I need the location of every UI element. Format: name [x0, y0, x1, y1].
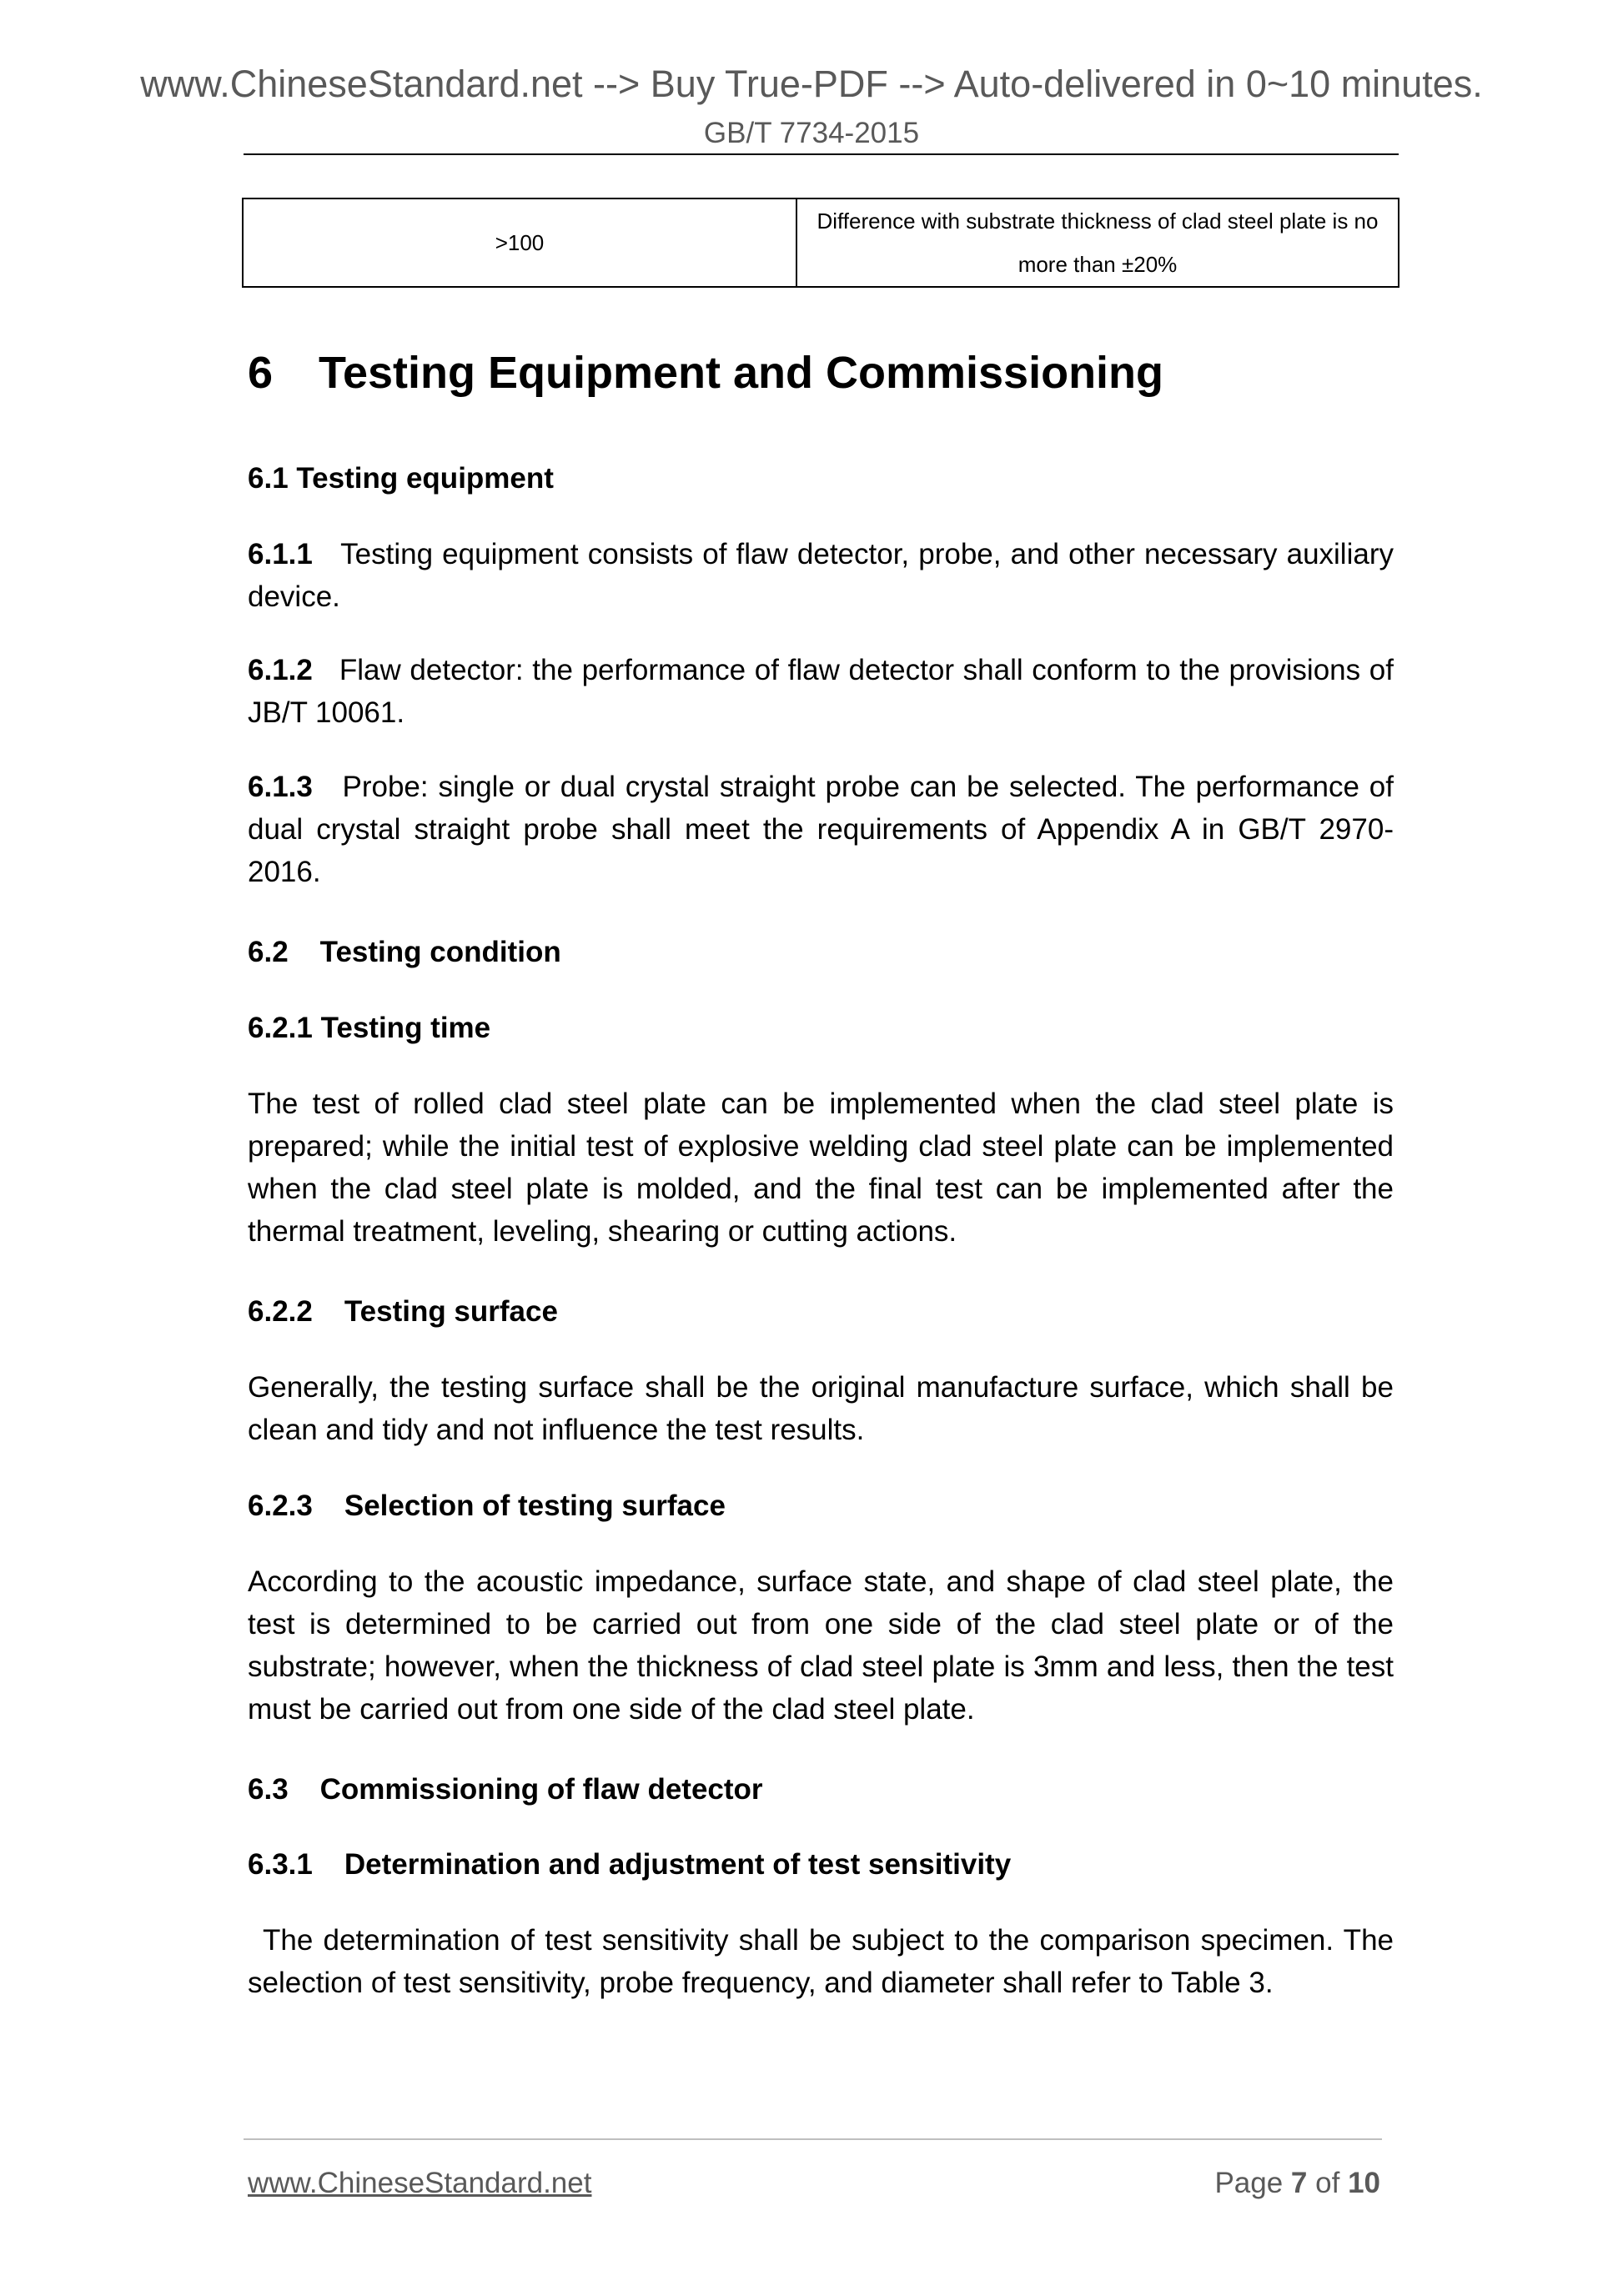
heading-number: 6.3.1 [248, 1848, 313, 1881]
heading-number: 6.3 [248, 1773, 289, 1806]
site-banner: www.ChineseStandard.net --> Buy True-PDF --> Auto-delivered in 0~10 minutes. [140, 63, 1483, 105]
paragraph-6-2-3: According to the acoustic impedance, surface state, and shape of clad steel plate, the test is determined to be carried out from one side of the clad steel plate or of the substrate; however, when the thickness of clad steel plate is 3mm and less, then the test must be carried out from one side of the clad steel plate. [248, 1565, 1394, 1726]
table-row [243, 198, 1399, 287]
heading-title: Commissioning of flaw detector [319, 1773, 763, 1806]
footer-site-link[interactable]: www.ChineseStandard.net [248, 2167, 592, 2199]
heading-title: Testing time [320, 1012, 491, 1044]
paragraph-6-1-1 [248, 533, 1394, 618]
paragraph-6-3-1: The determination of test sensitivity shall be subject to the comparison specimen. The selection of test sensitivity, probe frequency, and diameter shall refer to Table 3. [248, 1924, 1394, 1999]
clause-number: 6.1.3 [248, 771, 313, 803]
heading-title: Determination and adjustment of test sensitivity [344, 1848, 1012, 1881]
heading-6-2-2 [248, 1297, 558, 1326]
heading-title: Testing surface [344, 1295, 558, 1328]
heading-number: 6.2.1 [248, 1012, 313, 1044]
paragraph-6-1-2 [248, 649, 1394, 734]
heading-number: 6.1 [248, 462, 289, 495]
heading-6-3 [248, 1775, 763, 1804]
heading-6-1 [248, 464, 554, 493]
heading-6-2-3 [248, 1491, 726, 1520]
heading-6-3-1 [248, 1850, 1011, 1879]
clause-text: Probe: single or dual crystal straight probe can be selected. The performance of dual crystal straight probe shall meet the requirements of Appendix A in GB/T 2970-2016. [248, 771, 1394, 888]
heading-title: Testing condition [319, 936, 561, 968]
page-current: 7 [1290, 2167, 1308, 2199]
heading-number: 6.2 [248, 936, 289, 968]
table-cell-requirement: Difference with substrate thickness of clad steel plate is no more than ±20% [796, 198, 1399, 287]
heading-title: Selection of testing surface [344, 1490, 726, 1522]
page-total: 10 [1348, 2167, 1380, 2199]
clause-text: Testing equipment consists of flaw detector, probe, and other necessary auxiliary device. [248, 538, 1394, 613]
page-of: of [1315, 2167, 1340, 2199]
standard-code: GB/T 7734-2015 [703, 117, 920, 149]
header-divider [244, 153, 1399, 155]
heading-number: 6.2.2 [248, 1295, 313, 1328]
clause-text: Flaw detector: the performance of flaw detector shall conform to the provisions of JB/T 10061. [248, 654, 1394, 729]
section-heading-6 [248, 348, 1164, 398]
paragraph-6-1-3 [248, 766, 1394, 893]
heading-6-2-1 [248, 1013, 490, 1042]
paragraph-6-2-1: The test of rolled clad steel plate can be implemented when the clad steel plate is prepared; while the initial test of explosive welding clad steel plate can be implemented when the clad steel plate is molded, and the final test can be implemented after the thermal treatment, leveling, shearing or cutting actions. [248, 1088, 1394, 1248]
section-number: 6 [248, 348, 274, 398]
heading-number: 6.2.3 [248, 1490, 313, 1522]
page-indicator [1214, 2168, 1380, 2198]
section-title: Testing Equipment and Commissioning [319, 348, 1164, 398]
heading-title: Testing equipment [296, 462, 554, 495]
table-fragment [242, 198, 1399, 288]
page-prefix: Page [1214, 2167, 1284, 2199]
clause-number: 6.1.1 [248, 538, 313, 570]
clause-number: 6.1.2 [248, 654, 313, 686]
heading-6-2 [248, 937, 561, 967]
footer-divider [244, 2138, 1382, 2140]
paragraph-6-2-2: Generally, the testing surface shall be the original manufacture surface, which shall be clean and tidy and not influence the test results. [248, 1371, 1394, 1446]
table-cell-thickness: >100 [243, 198, 796, 287]
